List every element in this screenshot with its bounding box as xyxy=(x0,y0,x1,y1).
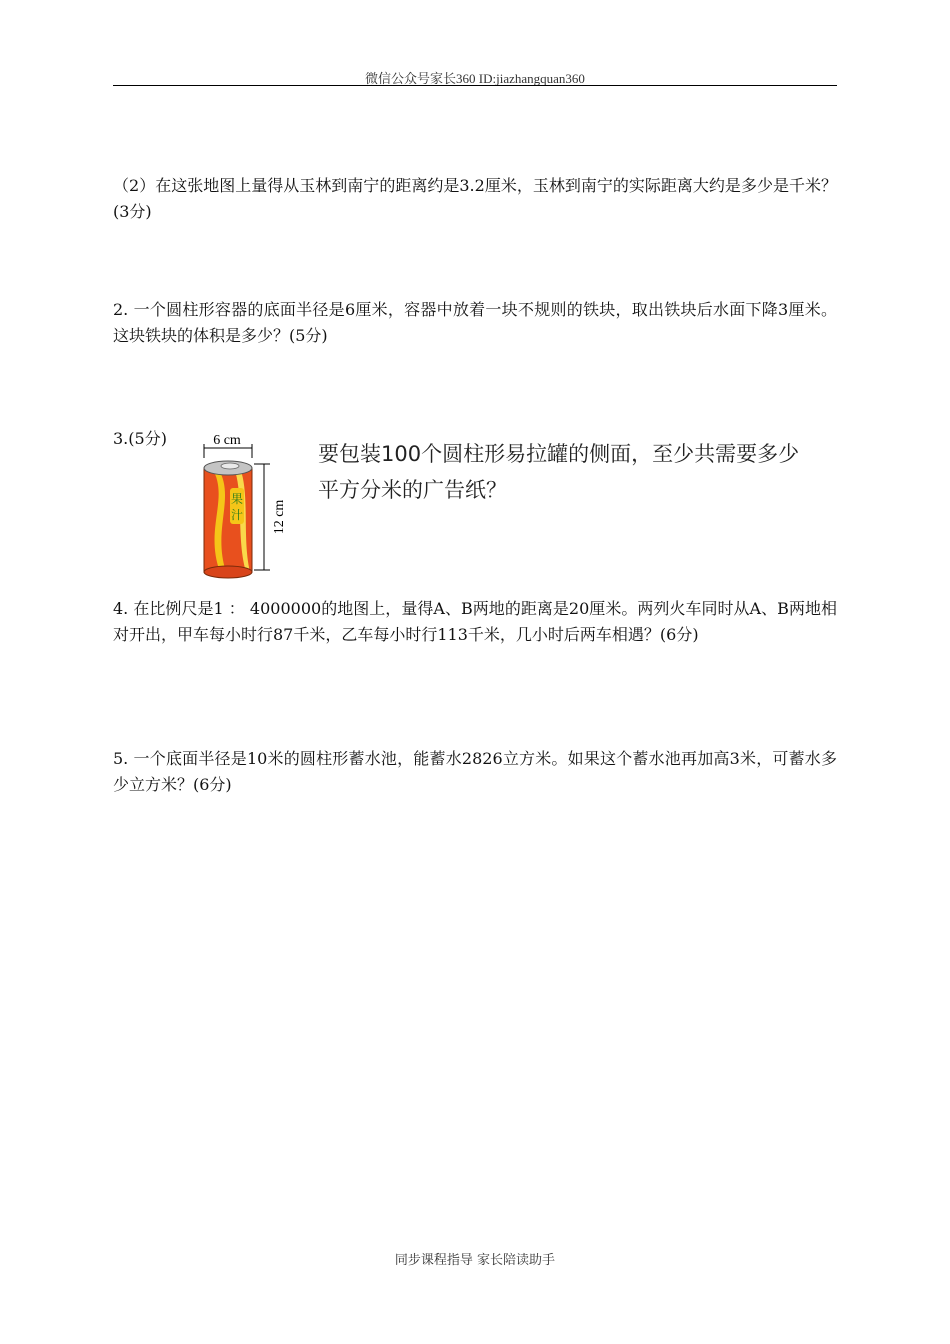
header-rule xyxy=(113,85,837,86)
page-header-text: 微信公众号家长360 ID:jiazhangquan360 xyxy=(365,71,585,86)
can-bottom xyxy=(204,566,252,578)
question-5: 5. 一个底面半径是10米的圆柱形蓄水池，能蓄水2826立方米。如果这个蓄水池再加高3米，可蓄水多少立方米？(6分) xyxy=(113,749,837,794)
page-footer-text: 同步课程指导 家长陪读助手 xyxy=(394,1253,556,1268)
can-text-2: 汁 xyxy=(230,508,244,522)
height-label: 12 cm xyxy=(272,499,287,535)
can-text-1: 果 xyxy=(230,492,244,506)
can-pull-tab xyxy=(221,463,239,469)
question-3-label: 3.(5分) xyxy=(113,429,167,448)
question-4: 4. 在比例尺是1 ： 4000000的地图上，量得A、B两地的距离是20厘米。两列火车同时从A、B两地相对开出，甲车每小时行87千米，乙车每小时行113千米，几小时后两车相遇？(6分) xyxy=(113,599,837,644)
question-3-text: 要包装100个圆柱形易拉罐的侧面，至少共需要多少平方分米的广告纸？ xyxy=(318,442,800,502)
question-2: 2. 一个圆柱形容器的底面半径是6厘米，容器中放着一块不规则的铁块，取出铁块后水面下降3厘米。这块铁块的体积是多少？(5分) xyxy=(113,300,837,345)
can-figure xyxy=(190,428,300,584)
width-label: 6 cm xyxy=(213,433,241,448)
question-1-part-2: （2）在这张地图上量得从玉林到南宁的距离约是3.2厘米，玉林到南宁的实际距离大约是多少是千米？(3分) xyxy=(113,176,837,221)
